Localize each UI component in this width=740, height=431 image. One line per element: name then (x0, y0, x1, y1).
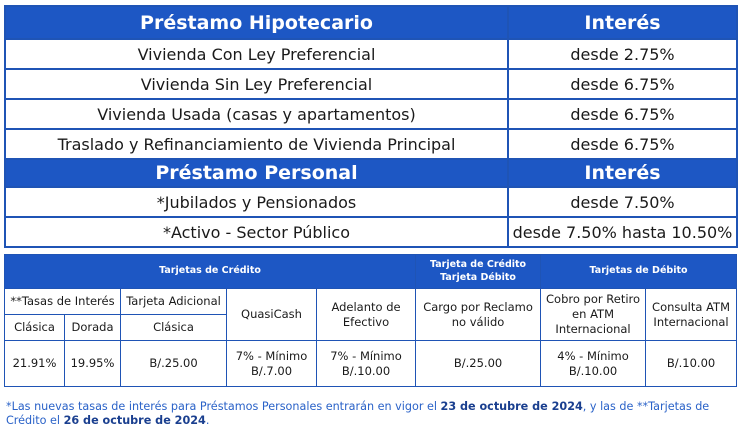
cash-advance-label (317, 289, 416, 341)
loan-label: Vivienda Con Ley Preferencial (5, 39, 508, 69)
personal-header: Préstamo Personal (5, 159, 508, 187)
table-row (5, 69, 737, 99)
atm-withdrawal-label-line: Cobro por Retiro (546, 292, 641, 307)
mortgage-header: Préstamo Hipotecario (5, 6, 508, 39)
quasicash-label: QuasiCash (227, 289, 317, 341)
cash-advance-fee-line: 7% - Mínimo (330, 348, 402, 363)
atm-withdrawal-fee-line: B/.10.00 (568, 363, 618, 378)
table-row (5, 217, 737, 247)
atm-query-label-line: Consulta ATM (652, 299, 731, 314)
atm-query-label (646, 289, 737, 341)
claim-fee-label-line: no válido (451, 314, 505, 329)
loan-label: Vivienda Usada (casas y apartamentos) (5, 99, 508, 129)
quasicash-fee (227, 341, 317, 387)
loan-rate: desde 7.50% hasta 10.50% (508, 217, 737, 247)
loan-label: Traslado y Refinanciamiento de Vivienda Principal (5, 129, 508, 159)
clasica-label: Clásica (5, 315, 65, 341)
credit-cards-header: Tarjetas de Crédito (5, 255, 416, 289)
atm-query-label-line: Internacional (653, 314, 729, 329)
combo-cards-header (416, 255, 541, 289)
rates-label: **Tasas de Interés (5, 289, 121, 315)
loan-rate: desde 6.75% (508, 69, 737, 99)
dorada-label: Dorada (65, 315, 121, 341)
footnote-date-2: 26 de octubre de 2024 (63, 414, 206, 427)
quasicash-fee-line: B/.7.00 (250, 363, 293, 378)
footnote-text: , y las de **Tarjetas de Crédito el (6, 400, 710, 427)
card-fees-table (4, 254, 737, 387)
loan-rate: desde 2.75% (508, 39, 737, 69)
atm-withdrawal-fee (541, 341, 646, 387)
quasicash-fee-line: 7% - Mínimo (235, 348, 308, 363)
footnote (6, 400, 736, 428)
loan-label: *Jubilados y Pensionados (5, 187, 508, 217)
combo-header-line-1: Tarjeta de Crédito (429, 258, 527, 270)
loan-rate: desde 6.75% (508, 129, 737, 159)
atm-withdrawal-label-line: en ATM (572, 307, 614, 322)
cash-advance-label-line: Efectivo (342, 314, 390, 329)
atm-withdrawal-label-line: Internacional (555, 321, 631, 336)
debit-cards-header: Tarjetas de Débito (541, 255, 737, 289)
cash-advance-label-line: Adelanto de (331, 299, 401, 314)
atm-query-fee: B/.10.00 (646, 341, 737, 387)
footnote-date-1: 23 de octubre de 2024 (440, 400, 583, 413)
loan-label: Vivienda Sin Ley Preferencial (5, 69, 508, 99)
table-row (5, 187, 737, 217)
cash-advance-fee (317, 341, 416, 387)
loan-label: *Activo - Sector Público (5, 217, 508, 247)
additional-clasica-label: Clásica (121, 315, 227, 341)
footnote-text: . (205, 414, 210, 427)
cash-advance-fee-line: B/.10.00 (341, 363, 391, 378)
table-row (5, 39, 737, 69)
clasica-rate: 21.91% (5, 341, 65, 387)
combo-header-line-2: Tarjeta Débito (440, 271, 516, 283)
loan-rate: desde 7.50% (508, 187, 737, 217)
claim-fee: B/.25.00 (416, 341, 541, 387)
dorada-rate: 19.95% (65, 341, 121, 387)
additional-card-label: Tarjeta Adicional (121, 289, 227, 315)
atm-withdrawal-fee-line: 4% - Mínimo (557, 348, 629, 363)
additional-card-fee: B/.25.00 (121, 341, 227, 387)
claim-fee-label (416, 289, 541, 341)
loan-rates-table (4, 5, 738, 248)
atm-withdrawal-label (541, 289, 646, 341)
personal-rate-header: Interés (508, 159, 737, 187)
loan-rate: desde 6.75% (508, 99, 737, 129)
mortgage-rate-header: Interés (508, 6, 737, 39)
table-row (5, 99, 737, 129)
table-row (5, 129, 737, 159)
claim-fee-label-line: Cargo por Reclamo (423, 299, 533, 314)
footnote-text: *Las nuevas tasas de interés para Préstamos Personales entrarán en vigor el (6, 400, 441, 413)
